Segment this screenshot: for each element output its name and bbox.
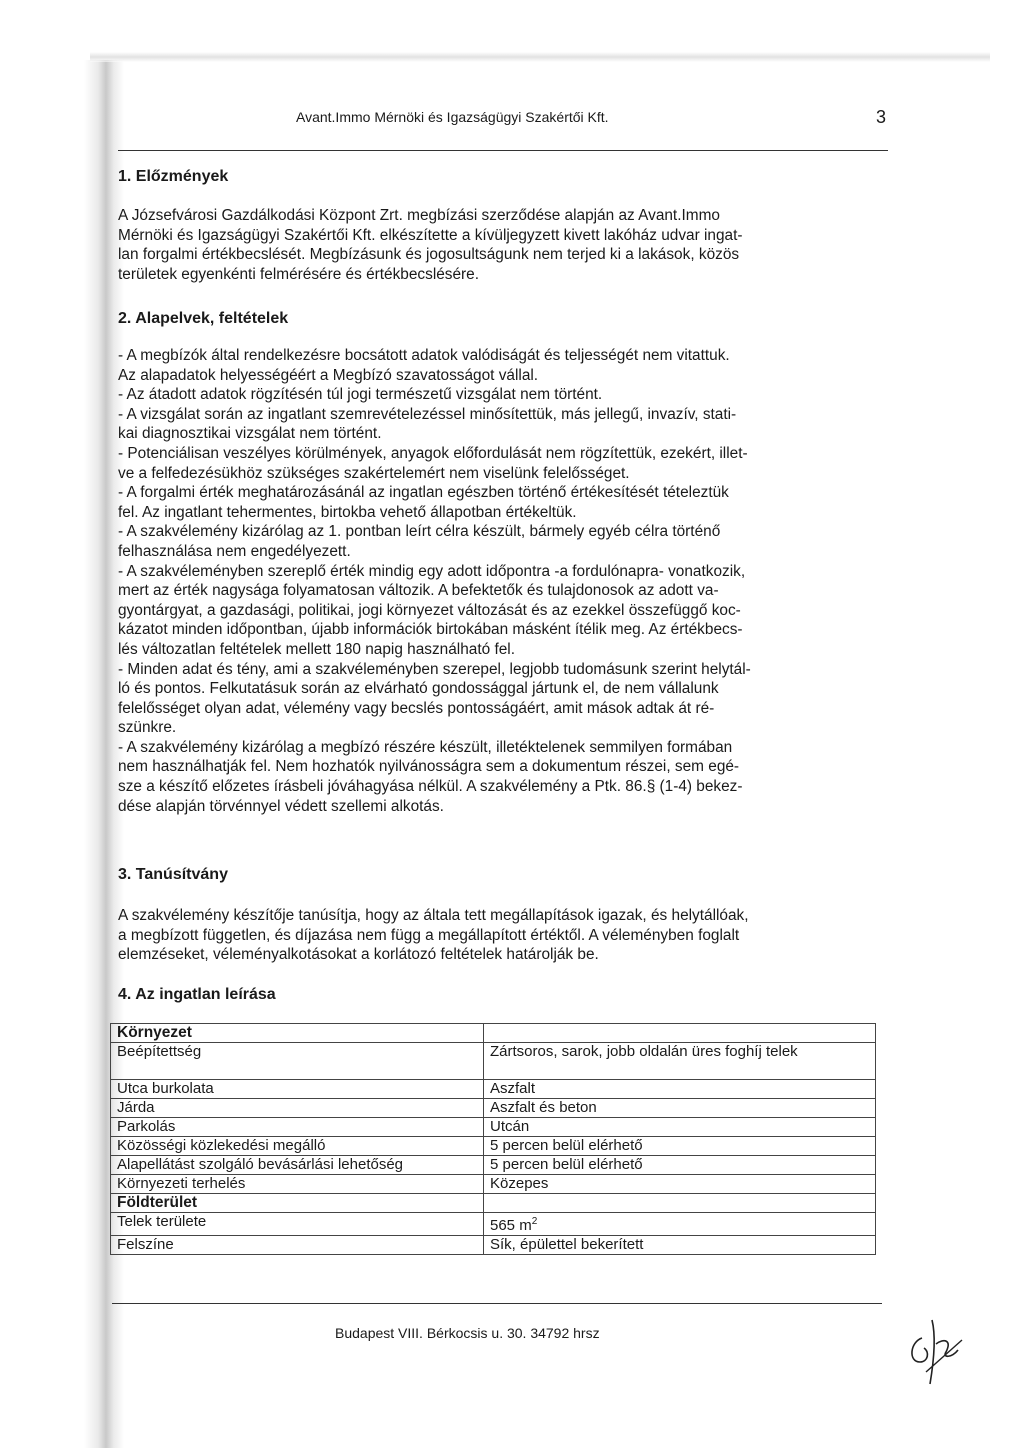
table-cell-label: Beépítettség: [111, 1043, 484, 1080]
text-line: - Minden adat és tény, ami a szakvéleményben szerepel, legjobb tudomásunk szerint helytál-: [118, 660, 751, 678]
text-line: szünkre.: [118, 719, 177, 737]
property-table-body: [111, 1024, 876, 1255]
table-row: [111, 1080, 876, 1099]
table-cell-label: Felszíne: [111, 1236, 484, 1255]
section-body-1: [118, 206, 878, 284]
section-heading-4: 4. Az ingatlan leírása: [118, 986, 276, 1003]
table-cell-value-text: 565 m: [490, 1217, 532, 1234]
text-line: - A forgalmi érték meghatározásánál az ingatlan egészben történő értékesítését tételeztük: [118, 484, 729, 502]
section-body-2: [118, 346, 878, 816]
text-line: - A szakvéleményben szereplő érték mindig egy adott időpontra -a fordulónapra- vonatkozik,: [118, 562, 746, 580]
text-line: Mérnöki és Igazságügyi Szakértői Kft. elkészítette a kívüljegyzett kivett lakóház udvar ingat-: [118, 226, 743, 244]
table-cell-label: Utca burkolata: [111, 1080, 484, 1099]
table-section-label: Földterület: [111, 1194, 484, 1213]
text-line: gyontárgyat, a gazdasági, politikai, jogi környezet változását és az ezekkel összefüggő koc-: [118, 601, 741, 619]
text-line: dése alapján törvénnyel védett szellemi alkotás.: [118, 797, 444, 815]
table-cell-label: Parkolás: [111, 1118, 484, 1137]
table-cell-value-text: Aszfalt és beton: [490, 1099, 597, 1116]
table-cell-value: [484, 1024, 876, 1043]
text-line: mert az érték nagysága folyamatosan változik. A befektetők és tulajdonosok az adott va-: [118, 582, 719, 600]
text-line: - Az átadott adatok rögzítésén túl jogi természetű vizsgálat nem történt.: [118, 386, 603, 404]
table-cell-value-text: 5 percen belül elérhető: [490, 1156, 643, 1173]
table-row: [111, 1156, 876, 1175]
text-line: ló és pontos. Felkutatásuk során az elvárható gondossággal jártunk el, de nem vállalunk: [118, 680, 719, 698]
table-cell-value-text: Zártsoros, sarok, jobb oldalán üres foghíj telek: [490, 1043, 798, 1060]
table-row: [111, 1175, 876, 1194]
table-cell-value: [484, 1043, 876, 1080]
text-line: fel. Az ingatlant tehermentes, birtokba vehető állapotban értékeltük.: [118, 503, 577, 521]
text-line: - A vizsgálat során az ingatlant szemrevételezéssel minősítettük, más jellegű, invazív, stati-: [118, 405, 737, 423]
table-cell-value: [484, 1175, 876, 1194]
table-cell-value-text: Sík, épülettel bekerített: [490, 1236, 644, 1253]
table-cell-value: [484, 1156, 876, 1175]
table-cell-value-text: Közepes: [490, 1175, 549, 1192]
text-line: felelősséget olyan adat, vélemény vagy becslés pontosságáért, amit mások adtak át ré-: [118, 699, 715, 717]
text-line: - A megbízók által rendelkezésre bocsátott adatok valódiságát és teljességét nem vitattuk.: [118, 347, 730, 364]
signature-mark: [892, 1300, 972, 1390]
text-line: elemzéseket, véleményalkotásokat a korlátozó feltételek határolják be.: [118, 946, 599, 964]
text-line: területek egyenkénti felmérésére és értékbecslésére.: [118, 265, 480, 283]
table-cell-value: [484, 1137, 876, 1156]
page-number: 3: [875, 107, 886, 127]
text-line: A szakvélemény készítője tanúsítja, hogy az általa tett megállapítások igazak, és helytállóak,: [118, 907, 749, 924]
property-table: [110, 1023, 876, 1255]
table-cell-value: [484, 1213, 876, 1236]
section-heading-2: 2. Alapelvek, feltételek: [118, 310, 289, 327]
table-cell-value: [484, 1236, 876, 1255]
text-line: kázatot minden időpontban, újabb információk birtokában másként ítélik meg. Az értékbecs-: [118, 621, 743, 639]
table-cell-value: [484, 1080, 876, 1099]
table-cell-value-text: Aszfalt: [490, 1080, 536, 1097]
table-row: [111, 1137, 876, 1156]
superscript: 2: [531, 1216, 538, 1227]
table-cell-value-text: 5 percen belül elérhető: [490, 1137, 643, 1154]
table-cell-value: [484, 1194, 876, 1213]
text-line: a megbízott független, és díjazása nem függ a megállapított értéktől. A véleményben foglalt: [118, 926, 740, 944]
table-section-label: Környezet: [111, 1024, 484, 1043]
text-line: lés változatlan feltételek mellett 180 napig használható fel.: [118, 640, 515, 658]
text-line: lan forgalmi értékbecslését. Megbízásunk és jogosultságunk nem terjed ki a lakások, közös: [118, 246, 740, 264]
page-header: [296, 107, 886, 135]
table-row: [111, 1099, 876, 1118]
text-line: sze a készítő előzetes írásbeli jóváhagyása nélkül. A szakvélemény a Ptk. 86.§ (1-4) bekez-: [118, 778, 743, 796]
text-line: ve a felfedezésükhöz szükséges szakértelemért nem viselünk felelősséget.: [118, 464, 630, 482]
table-row: [111, 1213, 876, 1236]
footer-rule: [112, 1303, 882, 1304]
table-cell-label: Járda: [111, 1099, 484, 1118]
section-body-3: [118, 906, 878, 965]
text-line: A Józsefvárosi Gazdálkodási Központ Zrt. megbízási szerződése alapján az Avant.Immo: [118, 207, 720, 224]
text-line: kai diagnosztikai vizsgálat nem történt.: [118, 425, 382, 443]
table-cell-label: Telek területe: [111, 1213, 484, 1236]
table-cell-value-text: Utcán: [490, 1118, 530, 1135]
table-cell-label: Környezeti terhelés: [111, 1175, 484, 1194]
scan-shadow-top: [90, 52, 990, 62]
table-row: [111, 1043, 876, 1080]
text-line: - A szakvélemény kizárólag az 1. pontban leírt célra készült, bármely egyéb célra történő: [118, 523, 721, 541]
text-line: - A szakvélemény kizárólag a megbízó részére készült, illetéktelenek semmilyen formában: [118, 738, 733, 756]
section-heading-1: 1. Előzmények: [118, 168, 229, 185]
table-row: [111, 1194, 876, 1213]
table-cell-label: Alapellátást szolgáló bevásárlási lehetőség: [111, 1156, 484, 1175]
text-line: Az alapadatok helyességéért a Megbízó szavatosságot vállal.: [118, 366, 539, 384]
table-row: [111, 1118, 876, 1137]
text-line: - Potenciálisan veszélyes körülmények, anyagok előfordulását nem rögzítettük, ezekért, illet-: [118, 444, 748, 462]
table-cell-value: [484, 1099, 876, 1118]
text-line: felhasználása nem engedélyezett.: [118, 542, 351, 560]
footer-address: Budapest VIII. Bérkocsis u. 30. 34792 hrsz: [335, 1325, 600, 1341]
section-heading-3: 3. Tanúsítvány: [118, 866, 228, 883]
table-cell-value: [484, 1118, 876, 1137]
header-rule: [118, 150, 888, 151]
table-cell-label: Közösségi közlekedési megálló: [111, 1137, 484, 1156]
table-row: [111, 1236, 876, 1255]
text-line: nem használhatják fel. Nem hozhatók nyilvánosságra sem a dokumentum részei, sem egé-: [118, 758, 740, 776]
table-row: [111, 1024, 876, 1043]
header-title: Avant.Immo Mérnöki és Igazságügyi Szakértői Kft.: [296, 109, 609, 125]
